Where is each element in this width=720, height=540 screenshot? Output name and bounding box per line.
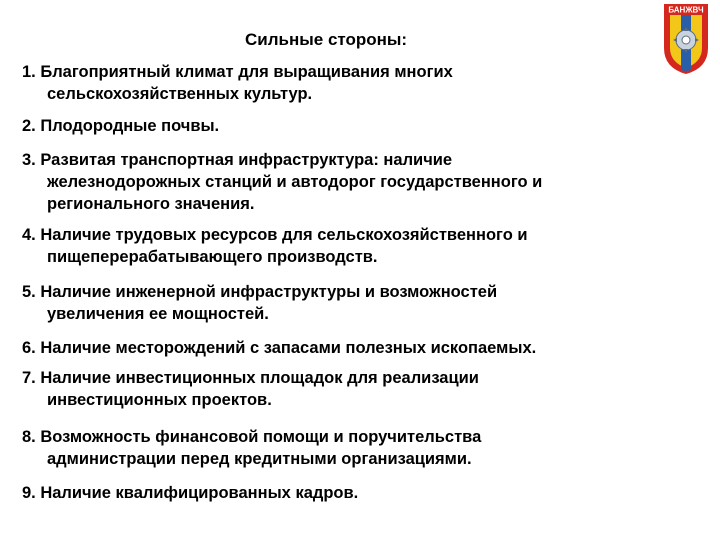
list-item [22, 224, 672, 268]
item-line: 5. Наличие инженерной инфраструктуры и возможностей [22, 283, 498, 301]
list-item [22, 61, 672, 105]
item-line: 8. Возможность финансовой помощи и поручительства [22, 428, 482, 446]
list-item [22, 426, 672, 470]
item-line: 3. Развитая транспортная инфраструктура: наличие [22, 151, 453, 169]
item-line: 1. Благоприятный климат для выращивания многих [22, 63, 453, 81]
list-item [22, 149, 672, 215]
item-line: 6. Наличие месторождений с запасами полезных ископаемых. [22, 339, 537, 357]
item-line: 7. Наличие инвестиционных площадок для реализации [22, 369, 479, 387]
item-line: инвестиционных проектов. [47, 391, 272, 409]
item-line: регионального значения. [47, 195, 255, 213]
item-line: железнодорожных станций и автодорог государственного и [47, 173, 543, 191]
list-item [22, 367, 672, 411]
list-item [22, 281, 672, 325]
item-line: 4. Наличие трудовых ресурсов для сельскохозяйственного и [22, 226, 528, 244]
list-item [22, 337, 672, 359]
slide-title: Сильные стороны: [245, 30, 408, 49]
item-line: 2. Плодородные почвы. [22, 117, 220, 135]
item-line: 9. Наличие квалифицированных кадров. [22, 484, 359, 502]
list-item [22, 115, 672, 137]
item-line: увеличения ее мощностей. [47, 305, 269, 323]
list-item [22, 482, 672, 504]
item-line: сельскохозяйственных культур. [47, 85, 313, 103]
item-line: администрации перед кредитными организациями. [47, 450, 472, 468]
emblem-text: БАНЖВЧ [668, 5, 704, 15]
item-line: пищеперерабатывающего производств. [47, 248, 378, 266]
